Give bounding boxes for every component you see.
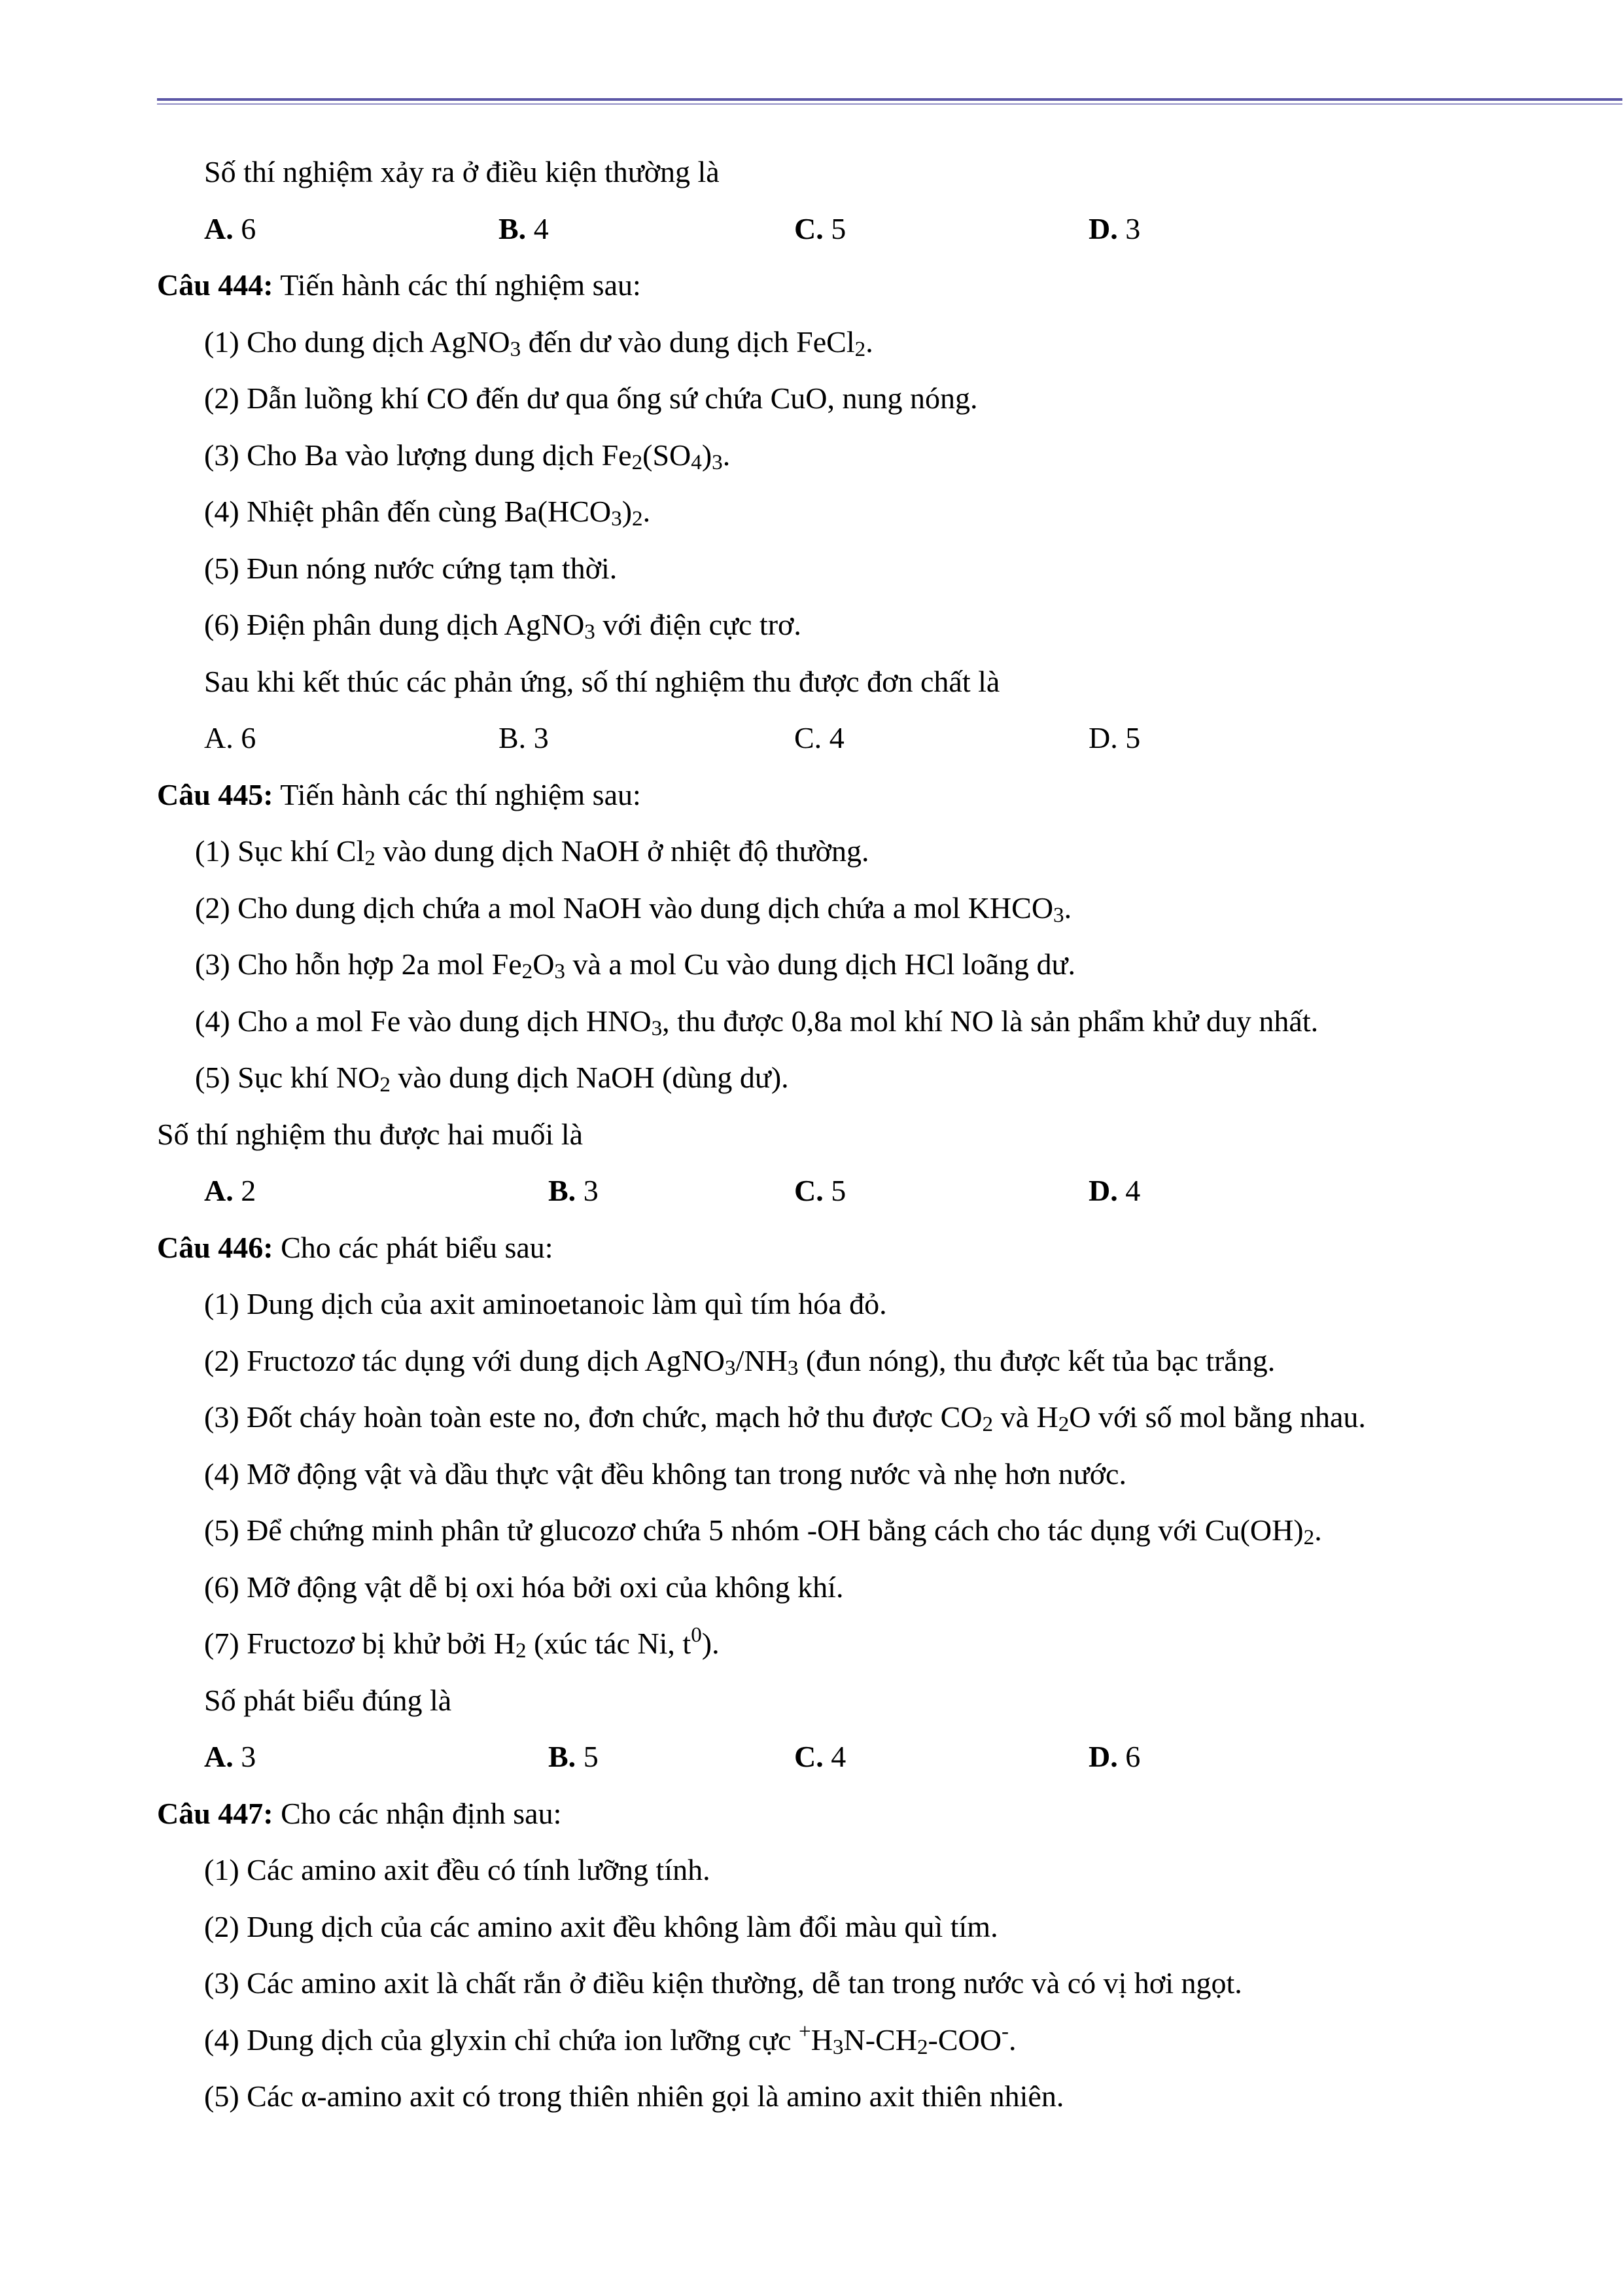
text: . xyxy=(865,325,873,359)
question-444-header xyxy=(0,257,1623,314)
text: . xyxy=(1314,1513,1322,1547)
prompt-text: Số phát biểu đúng là xyxy=(204,1683,452,1717)
option-label: C. xyxy=(794,1740,824,1773)
option-value: 5 xyxy=(1125,721,1141,754)
subscript: 2 xyxy=(854,336,866,361)
subscript: 3 xyxy=(584,619,595,644)
text: (5) Các α-amino axit có trong thiên nhiên gọi là amino axit thiên nhiên. xyxy=(204,2079,1064,2113)
text: ) xyxy=(621,495,633,528)
text: (2) Cho dung dịch chứa a mol NaOH vào dung dịch chứa a mol KHCO xyxy=(195,891,1054,925)
text: (7) Fructozơ bị khử bởi H xyxy=(204,1627,516,1660)
q444-item-4 xyxy=(0,484,1623,540)
q446-item-6 xyxy=(0,1559,1623,1616)
question-447-header xyxy=(0,1786,1623,1843)
subscript: 2 xyxy=(515,1638,527,1663)
text: và H xyxy=(993,1400,1058,1434)
q447-item-2 xyxy=(0,1899,1623,1956)
text: /NH xyxy=(735,1343,788,1377)
text: với điện cực trơ. xyxy=(595,608,801,641)
q444-item-5 xyxy=(0,540,1623,597)
text: (4) Cho a mol Fe vào dung dịch HNO xyxy=(195,1004,652,1038)
text: (2) Dẫn luồng khí CO đến dư qua ống sứ chứa CuO, nung nóng. xyxy=(204,381,978,415)
subscript: 4 xyxy=(691,450,702,474)
option-label: B. xyxy=(498,211,527,245)
option-a xyxy=(204,1729,256,1786)
option-c xyxy=(794,1163,846,1220)
q445-item-3 xyxy=(0,936,1623,993)
option-a xyxy=(204,1163,256,1220)
option-label: A. xyxy=(204,1174,234,1207)
text: ). xyxy=(701,1627,720,1660)
text: (1) Các amino axit đều có tính lưỡng tính. xyxy=(204,1853,710,1886)
option-label: A. xyxy=(204,721,234,754)
text: H xyxy=(811,2022,833,2057)
prompt-text: Số thí nghiệm thu được hai muối là xyxy=(157,1117,584,1151)
option-label: C. xyxy=(794,211,824,245)
text: (5) Sục khí NO xyxy=(195,1061,380,1094)
text: (3) Cho Ba vào lượng dung dịch Fe xyxy=(204,438,632,472)
text: (3) Cho hỗn hợp 2a mol Fe xyxy=(195,947,522,981)
q446-item-5 xyxy=(0,1502,1623,1559)
option-label: D. xyxy=(1089,1740,1118,1773)
question-prompt xyxy=(0,654,1623,711)
q446-item-7 xyxy=(0,1616,1623,1672)
text: . xyxy=(642,495,651,528)
option-label: C. xyxy=(794,1174,824,1207)
option-a xyxy=(204,710,256,767)
text: (5) Để chứng minh phân tử glucozơ chứa 5 nhóm -OH bằng cách cho tác dụng với Cu(OH) xyxy=(204,1513,1304,1547)
text: và a mol Cu vào dung dịch HCl loãng dư. xyxy=(565,947,1075,981)
q447-item-5 xyxy=(0,2068,1623,2125)
text: (SO xyxy=(642,438,691,472)
option-value: 6 xyxy=(241,721,256,754)
option-value: 3 xyxy=(1125,211,1141,245)
answer-options xyxy=(0,1163,1623,1220)
text: N-CH xyxy=(843,2022,917,2057)
text: (1) Sục khí Cl xyxy=(195,834,365,868)
option-d xyxy=(1089,1729,1140,1786)
question-446-header xyxy=(0,1220,1623,1277)
subscript: 3 xyxy=(787,1355,799,1380)
text: (3) Các amino axit là chất rắn ở điều kiện thường, dễ tan trong nước và có vị hơi ngọt. xyxy=(204,1966,1242,2000)
option-label: B. xyxy=(498,721,527,754)
question-intro: Tiến hành các thí nghiệm sau: xyxy=(280,777,641,811)
text: (4) Dung dịch của glyxin chỉ chứa ion lưỡng cực xyxy=(204,2022,799,2057)
q445-item-4 xyxy=(0,993,1623,1050)
option-value: 3 xyxy=(583,1174,599,1207)
option-a xyxy=(204,201,256,258)
subscript: 2 xyxy=(364,845,375,870)
text: (xúc tác Ni, t xyxy=(526,1627,691,1660)
q446-item-3 xyxy=(0,1389,1623,1446)
option-b xyxy=(548,1729,599,1786)
question-prompt xyxy=(0,1106,1623,1163)
q444-item-1 xyxy=(0,314,1623,371)
option-label: C. xyxy=(794,721,822,754)
text: (2) Dung dịch của các amino axit đều không làm đổi màu quì tím. xyxy=(204,1909,998,1943)
question-intro: Cho các phát biểu sau: xyxy=(281,1230,553,1264)
text: . xyxy=(722,438,731,472)
option-value: 4 xyxy=(829,721,845,754)
superscript: + xyxy=(799,2019,811,2043)
option-label: D. xyxy=(1089,1174,1118,1207)
text: đến dư vào dung dịch FeCl xyxy=(521,325,855,359)
superscript: - xyxy=(1001,2019,1009,2043)
subscript: 3 xyxy=(1053,902,1064,927)
text: vào dung dịch NaOH (dùng dư). xyxy=(390,1061,789,1094)
subscript: 2 xyxy=(916,2034,928,2059)
question-label: Câu 444: xyxy=(157,268,273,302)
q447-item-4 xyxy=(0,2012,1623,2069)
subscript: 2 xyxy=(632,506,643,531)
option-label: B. xyxy=(548,1740,576,1773)
subscript: 3 xyxy=(510,336,521,361)
text: (4) Nhiệt phân đến cùng Ba(HCO xyxy=(204,495,612,528)
option-c xyxy=(794,201,846,258)
option-label: D. xyxy=(1089,721,1118,754)
subscript: 3 xyxy=(651,1016,663,1040)
q445-item-5 xyxy=(0,1050,1623,1106)
option-value: 4 xyxy=(533,211,549,245)
text: (2) Fructozơ tác dụng với dung dịch AgNO xyxy=(204,1343,725,1377)
option-b xyxy=(498,710,549,767)
header-rule xyxy=(157,98,1622,101)
option-b xyxy=(498,201,549,258)
option-value: 5 xyxy=(831,211,846,245)
text: O xyxy=(532,947,555,981)
option-value: 3 xyxy=(241,1740,256,1773)
text: . xyxy=(1008,2022,1017,2057)
subscript: 3 xyxy=(725,1355,736,1380)
text: -COO xyxy=(928,2022,1002,2057)
question-intro: Tiến hành các thí nghiệm sau: xyxy=(280,268,641,302)
option-label: D. xyxy=(1089,211,1118,245)
option-b xyxy=(548,1163,599,1220)
q446-item-4 xyxy=(0,1446,1623,1503)
text: (3) Đốt cháy hoàn toàn este no, đơn chức, mạch hở thu được CO xyxy=(204,1400,983,1434)
text: (1) Cho dung dịch AgNO xyxy=(204,325,510,359)
question-label: Câu 447: xyxy=(157,1796,273,1830)
question-prompt xyxy=(0,1672,1623,1729)
q444-item-6 xyxy=(0,597,1623,654)
text: (6) Mỡ động vật dễ bị oxi hóa bởi oxi của không khí. xyxy=(204,1570,844,1604)
text: ) xyxy=(701,438,712,472)
text: O với số mol bằng nhau. xyxy=(1069,1400,1366,1434)
subscript: 2 xyxy=(379,1072,391,1097)
answer-options xyxy=(0,710,1623,767)
q444-item-2 xyxy=(0,370,1623,427)
page-content xyxy=(0,144,1623,2125)
option-value: 6 xyxy=(1125,1740,1141,1773)
option-value: 4 xyxy=(831,1740,846,1773)
q446-item-1 xyxy=(0,1276,1623,1333)
question-label: Câu 446: xyxy=(157,1230,273,1264)
option-value: 4 xyxy=(1125,1174,1141,1207)
q445-item-1 xyxy=(0,823,1623,880)
subscript: 3 xyxy=(554,959,565,983)
superscript: 0 xyxy=(691,1622,702,1647)
prompt-text: Sau khi kết thúc các phản ứng, số thí nghiệm thu được đơn chất là xyxy=(204,664,1000,698)
text: (5) Đun nóng nước cứng tạm thời. xyxy=(204,551,618,585)
q447-item-3 xyxy=(0,1955,1623,2012)
option-value: 2 xyxy=(241,1174,256,1207)
option-value: 5 xyxy=(583,1740,599,1773)
text: (6) Điện phân dung dịch AgNO xyxy=(204,608,585,641)
option-c xyxy=(794,710,845,767)
option-label: A. xyxy=(204,211,234,245)
text: (4) Mỡ động vật và dầu thực vật đều không tan trong nước và nhẹ hơn nước. xyxy=(204,1457,1126,1491)
subscript: 3 xyxy=(611,506,622,531)
option-d xyxy=(1089,1163,1140,1220)
option-c xyxy=(794,1729,846,1786)
text: . xyxy=(1064,891,1072,925)
subscript: 3 xyxy=(832,2034,844,2059)
subscript: 2 xyxy=(631,450,643,474)
subscript: 2 xyxy=(1303,1525,1315,1549)
subscript: 3 xyxy=(712,450,723,474)
question-label: Câu 445: xyxy=(157,777,273,811)
q444-item-3 xyxy=(0,427,1623,484)
option-label: B. xyxy=(548,1174,576,1207)
question-445-header xyxy=(0,767,1623,824)
q447-item-1 xyxy=(0,1842,1623,1899)
header-rule-thin xyxy=(157,103,1622,105)
option-value: 6 xyxy=(241,211,256,245)
question-intro: Cho các nhận định sau: xyxy=(281,1796,562,1830)
subscript: 2 xyxy=(1058,1411,1070,1436)
option-value: 3 xyxy=(533,721,549,754)
q446-item-2 xyxy=(0,1333,1623,1390)
text: (đun nóng), thu được kết tủa bạc trắng. xyxy=(798,1343,1276,1377)
question-prompt xyxy=(0,144,1623,201)
option-d xyxy=(1089,201,1140,258)
option-value: 5 xyxy=(831,1174,846,1207)
prompt-text: Số thí nghiệm xảy ra ở điều kiện thường là xyxy=(204,155,720,188)
option-label: A. xyxy=(204,1740,234,1773)
subscript: 2 xyxy=(521,959,533,983)
option-d xyxy=(1089,710,1140,767)
answer-options xyxy=(0,1729,1623,1786)
q445-item-2 xyxy=(0,880,1623,937)
subscript: 2 xyxy=(982,1411,994,1436)
text: (1) Dung dịch của axit aminoetanoic làm quì tím hóa đỏ. xyxy=(204,1287,887,1320)
text: vào dung dịch NaOH ở nhiệt độ thường. xyxy=(375,834,869,868)
text: , thu được 0,8a mol khí NO là sản phẩm khử duy nhất. xyxy=(662,1004,1319,1038)
answer-options xyxy=(0,201,1623,258)
